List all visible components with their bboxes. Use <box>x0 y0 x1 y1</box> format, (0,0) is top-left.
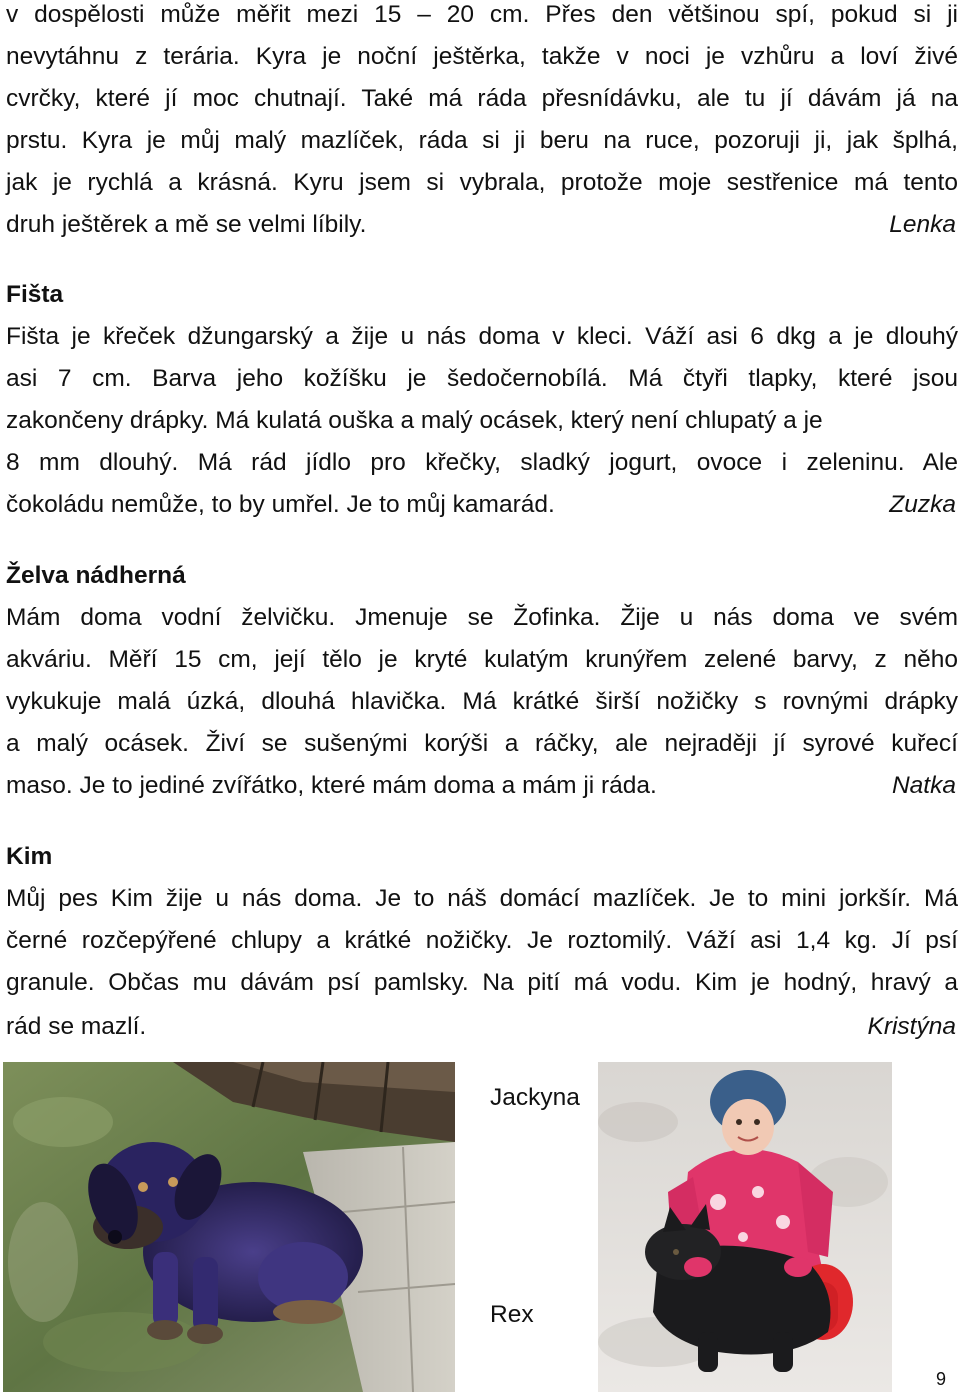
girl-and-dog-in-snow-image <box>598 1062 892 1392</box>
text-line: a malý ocásek. Živí se sušenými korýši a ráčky, ale nejraději jí syrové kuřecí <box>6 730 958 757</box>
text-line: Můj pes Kim žije u nás doma. Je to náš domácí mazlíček. Je to mini jorkšír. Má <box>6 885 958 912</box>
text-line: v dospělosti může měřit mezi 15 – 20 cm. Přes den většinou spí, pokud si ji <box>6 1 958 28</box>
text-line: prstu. Kyra je můj malý mazlíček, ráda si ji beru na ruce, pozoruji ji, jak šplhá, <box>6 127 958 154</box>
author-signature: Lenka <box>889 211 956 238</box>
text-line: černé rozčepýřené chlupy a krátké nožičky. Je roztomilý. Váží asi 1,4 kg. Jí psí <box>6 927 958 954</box>
text-line: akváriu. Měří 15 cm, její tělo je kryté kulatým krunýřem zelené barvy, z něho <box>6 646 958 673</box>
text-line: Fišta je křeček džungarský a žije u nás doma v kleci. Váží asi 6 dkg a je dlouhý <box>6 323 958 350</box>
photo-caption-jackyna: Jackyna <box>490 1084 580 1111</box>
text-line: vykukuje malá úzká, dlouhá hlavička. Má krátké širší nožičky s rovnými drápky <box>6 688 958 715</box>
text-line: druh ještěrek a mě se velmi líbily. <box>6 211 367 238</box>
author-signature: Natka <box>891 772 956 799</box>
text-line: jak je rychlá a krásná. Kyru jsem si vybrala, protože moje sestřenice má tento <box>6 169 958 196</box>
photo-caption-rex: Rex <box>490 1301 534 1328</box>
dog-photo <box>3 1062 455 1392</box>
text-line: granule. Občas mu dávám psí pamlsky. Na pití má vodu. Kim je hodný, hravý a <box>6 969 958 996</box>
text-line: čokoládu nemůže, to by umřel. Je to můj kamarád. <box>6 491 555 518</box>
page-number: 9 <box>935 1369 946 1389</box>
text-line: Mám doma vodní želvičku. Jmenuje se Žofinka. Žije u nás doma ve svém <box>6 604 958 631</box>
text-line: rád se mazlí. <box>6 1013 147 1040</box>
text-line: 8 mm dlouhý. Má rád jídlo pro křečky, sladký jogurt, ovoce i zeleninu. Ale <box>6 449 958 476</box>
text-line: asi 7 cm. Barva jeho kožíšku je šedočernobílá. Má čtyři tlapky, které jsou <box>6 365 958 392</box>
section-title: Fišta <box>6 281 64 308</box>
section-title: Želva nádherná <box>6 562 186 589</box>
text-line: cvrčky, které jí moc chutnají. Také má ráda přesnídávku, ale tu jí dávám já na <box>6 85 958 112</box>
girl-with-dog-photo <box>598 1062 892 1392</box>
text-line: maso. Je to jediné zvířátko, které mám doma a mám ji ráda. <box>6 772 657 799</box>
text-line: zakončeny drápky. Má kulatá ouška a malý ocásek, který není chlupatý a je <box>6 407 823 434</box>
text-line: nevytáhnu z terária. Kyra je noční ještěrka, takže v noci je vzhůru a loví živé <box>6 43 958 70</box>
dog-on-grass-image <box>3 1062 455 1392</box>
author-signature: Kristýna <box>867 1013 956 1040</box>
author-signature: Zuzka <box>889 491 956 518</box>
section-title: Kim <box>6 843 53 870</box>
